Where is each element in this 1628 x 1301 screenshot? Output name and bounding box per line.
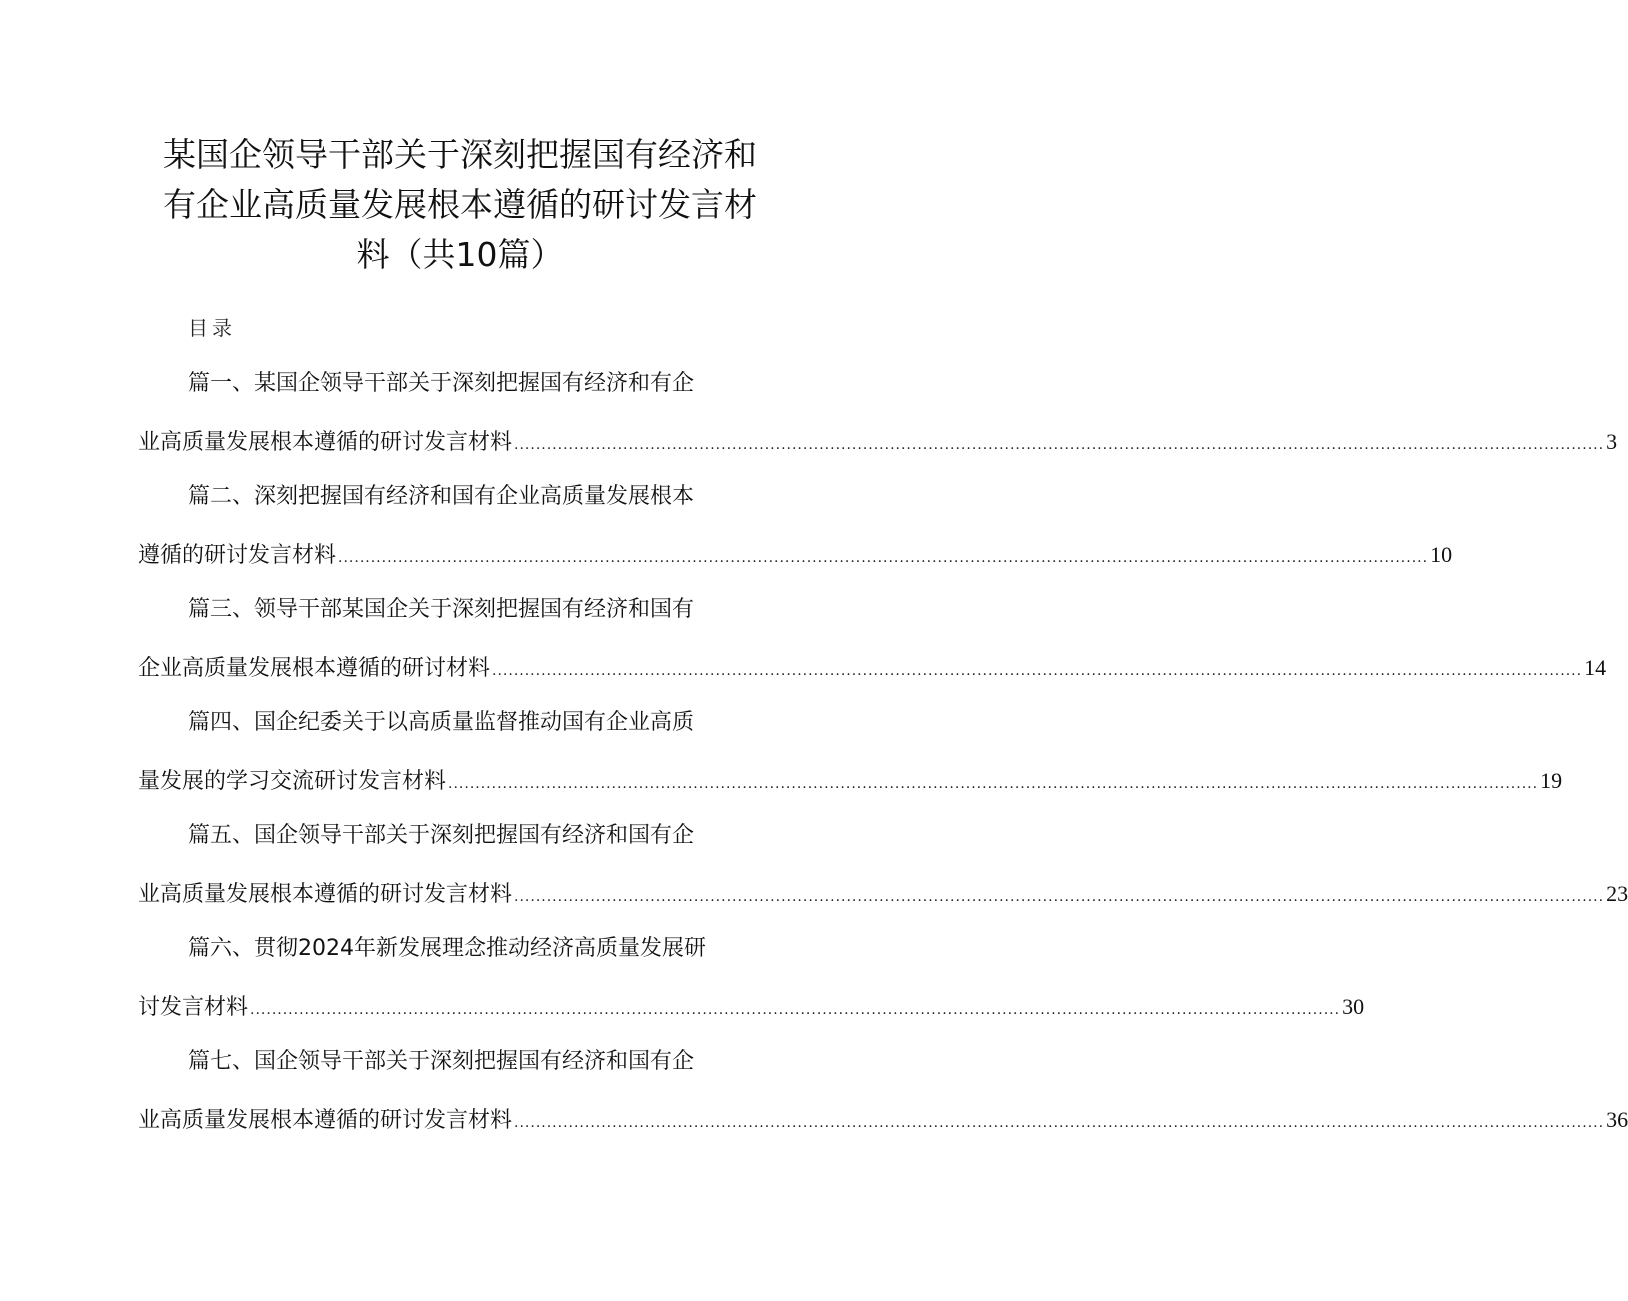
toc-page-number: 14 [1584,655,1607,680]
toc-entry[interactable] [138,588,1607,701]
toc-entry[interactable] [138,1040,1628,1153]
toc-leader-dots: ........................................................................................................................................................................................................ [448,776,1539,792]
toc-page-number: 10 [1430,542,1453,567]
toc-entry-continuation [138,759,1563,803]
document-title [160,130,760,280]
toc-entry-continuation [138,420,1618,464]
title-line: 有企业高质量发展根本遵循的研讨发言材 [163,185,757,224]
toc-leader-dots: ........................................................................................................................................................................................................ [514,1115,1605,1131]
toc-page-number: 3 [1606,429,1618,454]
toc-entry-title: 篇七、国企领导干部关于深刻把握国有经济和国有企 [188,1049,695,1074]
toc-page-number: 36 [1606,1107,1628,1132]
toc-entry-title-cont: 量发展的学习交流研讨发言材料 [138,769,447,794]
toc-entry[interactable] [138,701,1563,814]
toc-entry-title: 篇五、国企领导干部关于深刻把握国有经济和国有企 [188,823,695,848]
toc-leader-dots: ........................................................................................................................................................................................................ [338,550,1429,566]
toc-entry-title-cont: 企业高质量发展根本遵循的研讨材料 [138,656,491,681]
toc-entry[interactable] [138,362,1618,475]
toc-entry[interactable] [138,927,1365,1040]
toc-entry[interactable] [138,814,1628,927]
toc-entry-continuation [138,646,1607,690]
title-line: 料（共10篇） [356,235,564,274]
toc-leader-dots: ........................................................................................................................................................................................................ [492,663,1583,679]
toc-entry-title-cont: 业高质量发展根本遵循的研讨发言材料 [138,882,513,907]
toc-page-number: 19 [1540,768,1563,793]
toc-heading: 目录 [188,316,236,340]
toc-entry-title-cont: 遵循的研讨发言材料 [138,543,337,568]
toc-entry-title: 篇六、贯彻2024年新发展理念推动经济高质量发展研 [188,936,706,961]
toc-entry-title: 篇三、领导干部某国企关于深刻把握国有经济和国有 [188,597,695,622]
toc-entry-continuation [138,1098,1628,1142]
toc-entry-continuation [138,533,1453,577]
toc-page-number: 23 [1606,881,1628,906]
toc-leader-dots: ........................................................................................................................................................................................................ [514,889,1605,905]
toc-entry-title: 篇二、深刻把握国有经济和国有企业高质量发展根本 [188,484,695,509]
toc-entry[interactable] [138,475,1453,588]
title-line: 某国企领导干部关于深刻把握国有经济和 [163,135,757,174]
toc-entry-continuation [138,872,1628,916]
toc-entry-title: 篇四、国企纪委关于以高质量监督推动国有企业高质 [188,710,695,735]
toc-entry-title: 篇一、某国企领导干部关于深刻把握国有经济和有企 [188,371,695,396]
toc-entry-title-cont: 讨发言材料 [138,995,249,1020]
toc-entry-continuation [138,985,1365,1029]
toc-entry-title-cont: 业高质量发展根本遵循的研讨发言材料 [138,430,513,455]
toc-leader-dots: ........................................................................................................................................................................................................ [514,437,1605,453]
table-of-contents [138,362,1628,1153]
toc-page-number: 30 [1342,994,1365,1019]
toc-leader-dots: ........................................................................................................................................................................................................ [250,1002,1341,1018]
toc-entry-title-cont: 业高质量发展根本遵循的研讨发言材料 [138,1108,513,1133]
